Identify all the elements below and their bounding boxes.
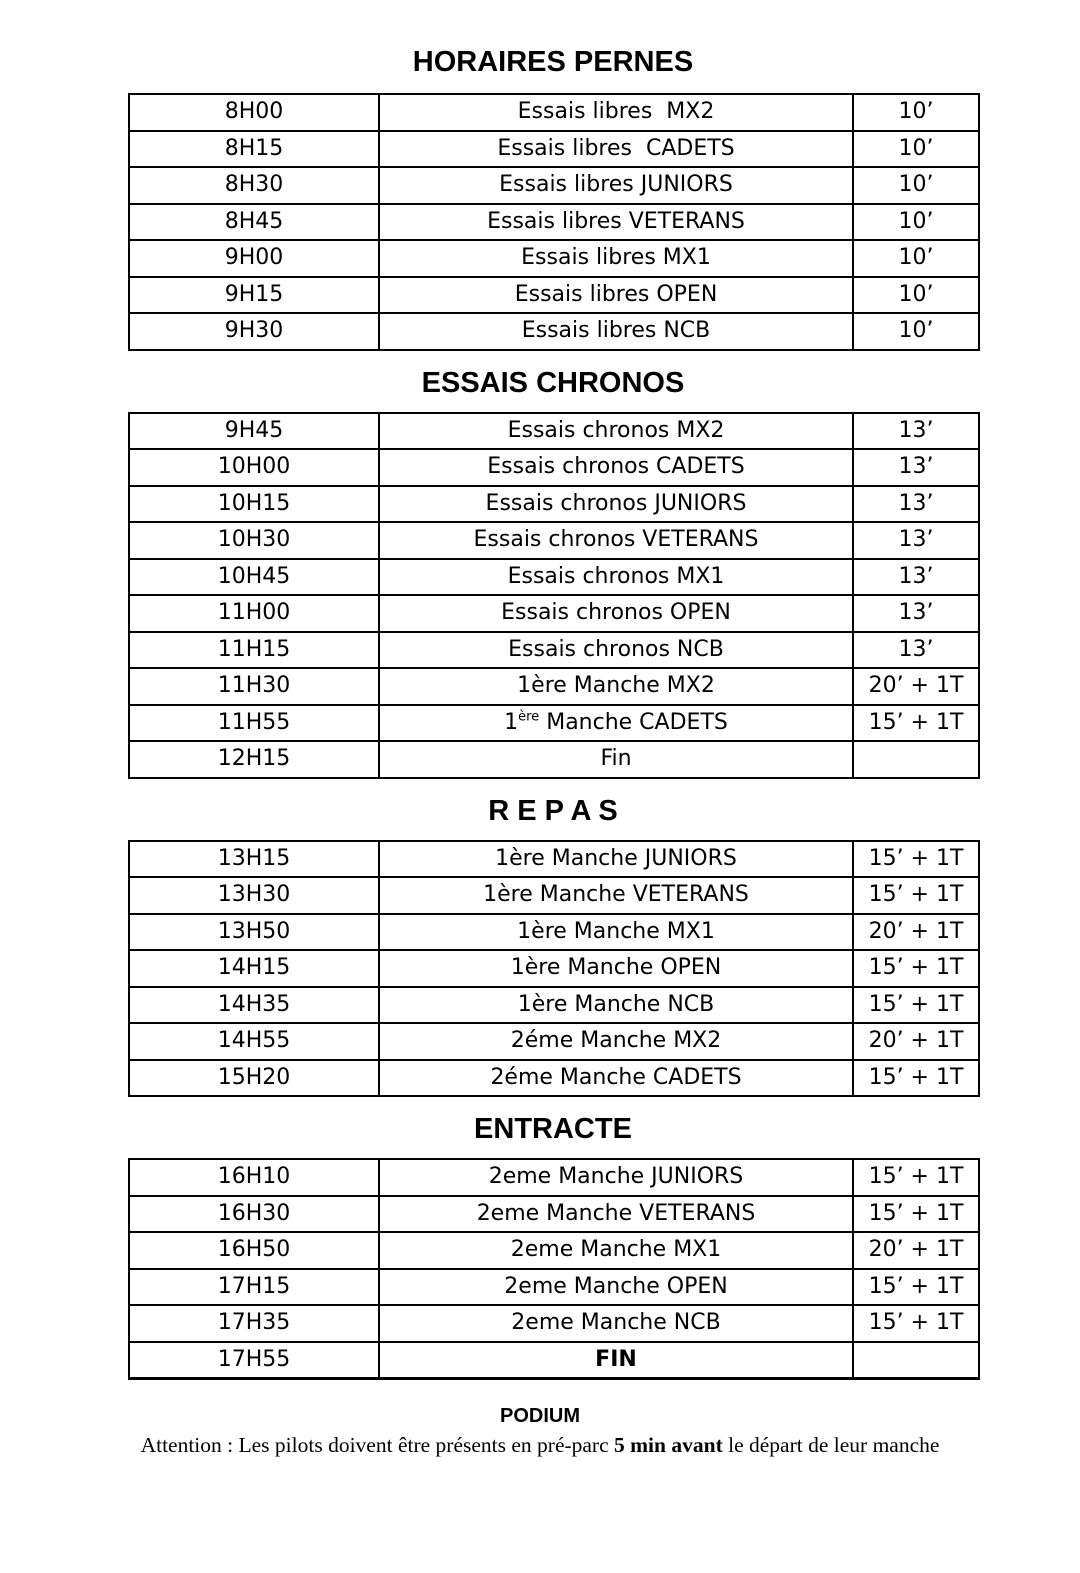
section-title-essais-chronos: ESSAIS CHRONOS bbox=[421, 366, 685, 399]
time-cell: 13H50 bbox=[129, 914, 379, 951]
event-cell bbox=[379, 632, 853, 669]
event-cell bbox=[379, 987, 853, 1024]
time-cell: 16H30 bbox=[129, 1196, 379, 1233]
event-cell bbox=[379, 413, 853, 450]
schedule-table-apres-repas bbox=[128, 840, 980, 1098]
time-cell: 12H15 bbox=[129, 741, 379, 778]
event-cell bbox=[379, 1023, 853, 1060]
event-cell bbox=[379, 449, 853, 486]
duration-cell: 10’ bbox=[853, 167, 979, 204]
event-cell bbox=[379, 1232, 853, 1269]
time-cell: 14H15 bbox=[129, 950, 379, 987]
duration-cell: 15’ + 1T bbox=[853, 987, 979, 1024]
table-row bbox=[129, 1023, 979, 1060]
event-text: Essais libres MX2 bbox=[517, 99, 715, 125]
duration-cell: 20’ + 1T bbox=[853, 1232, 979, 1269]
event-cell bbox=[379, 94, 853, 131]
event-text: Essais libres NCB bbox=[521, 318, 711, 344]
event-text: 1ère Manche NCB bbox=[517, 991, 715, 1017]
time-cell: 13H30 bbox=[129, 877, 379, 914]
time-cell: 16H10 bbox=[129, 1159, 379, 1196]
table-row bbox=[129, 1232, 979, 1269]
event-cell bbox=[379, 841, 853, 878]
time-cell: 8H45 bbox=[129, 204, 379, 241]
event-cell bbox=[379, 741, 853, 778]
event-text: 2eme Manche OPEN bbox=[504, 1273, 728, 1299]
time-cell: 17H35 bbox=[129, 1305, 379, 1342]
attention-text-prefix: Attention : Les pilots doivent être présents en pré-parc bbox=[140, 1433, 615, 1457]
duration-cell: 13’ bbox=[853, 559, 979, 596]
attention-note bbox=[0, 1431, 1080, 1459]
event-cell bbox=[379, 1196, 853, 1233]
table-row bbox=[129, 1342, 979, 1379]
event-text: 2éme Manche CADETS bbox=[490, 1064, 742, 1090]
time-cell: 17H15 bbox=[129, 1269, 379, 1306]
duration-cell: 13’ bbox=[853, 413, 979, 450]
event-text: Essais libres VETERANS bbox=[487, 208, 745, 234]
event-text: FIN bbox=[595, 1346, 637, 1372]
time-cell: 14H55 bbox=[129, 1023, 379, 1060]
event-cell bbox=[379, 914, 853, 951]
table-row bbox=[129, 595, 979, 632]
event-text: 2eme Manche NCB bbox=[511, 1310, 721, 1336]
event-text: Essais chronos NCB bbox=[508, 636, 724, 662]
table-row bbox=[129, 131, 979, 168]
table-row bbox=[129, 987, 979, 1024]
duration-cell: 15’ + 1T bbox=[853, 1159, 979, 1196]
event-cell bbox=[379, 950, 853, 987]
event-cell bbox=[379, 1305, 853, 1342]
event-cell bbox=[379, 1060, 853, 1097]
schedule-table-apres-entracte bbox=[128, 1158, 980, 1380]
duration-cell: 15’ + 1T bbox=[853, 1269, 979, 1306]
event-text: 1ère Manche JUNIORS bbox=[495, 845, 737, 871]
schedule-table-essais-libres bbox=[128, 93, 980, 351]
section-title-entracte: ENTRACTE bbox=[474, 1113, 632, 1145]
event-text: Essais chronos MX2 bbox=[507, 417, 725, 443]
duration-cell: 15’ + 1T bbox=[853, 1305, 979, 1342]
table-row bbox=[129, 1159, 979, 1196]
table-row bbox=[129, 486, 979, 523]
event-text: 1ère Manche MX1 bbox=[517, 918, 715, 944]
page-footer bbox=[0, 1404, 1080, 1459]
time-cell: 9H30 bbox=[129, 313, 379, 350]
duration-cell: 13’ bbox=[853, 522, 979, 559]
section-title-horaires: HORAIRES PERNES bbox=[412, 46, 694, 78]
table-row bbox=[129, 950, 979, 987]
table-row bbox=[129, 449, 979, 486]
event-text: Essais chronos JUNIORS bbox=[485, 490, 747, 516]
event-cell bbox=[379, 877, 853, 914]
podium-label: PODIUM bbox=[500, 1405, 580, 1427]
duration-cell: 10’ bbox=[853, 240, 979, 277]
table-row bbox=[129, 841, 979, 878]
time-cell: 10H00 bbox=[129, 449, 379, 486]
event-text: Essais libres JUNIORS bbox=[499, 172, 733, 198]
page bbox=[0, 45, 1080, 1573]
time-cell: 11H30 bbox=[129, 668, 379, 705]
event-text: 2eme Manche VETERANS bbox=[476, 1200, 756, 1226]
table-row bbox=[129, 1060, 979, 1097]
event-cell bbox=[379, 595, 853, 632]
table-row bbox=[129, 668, 979, 705]
attention-text-bold: 5 min avant bbox=[614, 1433, 723, 1457]
event-cell bbox=[379, 486, 853, 523]
time-cell: 9H15 bbox=[129, 277, 379, 314]
schedule-table-essais-chronos bbox=[128, 412, 980, 779]
duration-cell: 10’ bbox=[853, 204, 979, 241]
event-cell bbox=[379, 131, 853, 168]
table-row bbox=[129, 204, 979, 241]
duration-cell: 15’ + 1T bbox=[853, 1060, 979, 1097]
event-text: Fin bbox=[600, 746, 632, 772]
event-cell bbox=[379, 522, 853, 559]
duration-cell: 13’ bbox=[853, 595, 979, 632]
time-cell: 8H30 bbox=[129, 167, 379, 204]
duration-cell: 20’ + 1T bbox=[853, 668, 979, 705]
duration-cell: 10’ bbox=[853, 94, 979, 131]
time-cell: 9H00 bbox=[129, 240, 379, 277]
table-row bbox=[129, 277, 979, 314]
event-cell bbox=[379, 240, 853, 277]
duration-cell: 15’ + 1T bbox=[853, 1196, 979, 1233]
duration-cell: 20’ + 1T bbox=[853, 1023, 979, 1060]
time-cell: 17H55 bbox=[129, 1342, 379, 1379]
time-cell: 8H15 bbox=[129, 131, 379, 168]
table-row bbox=[129, 167, 979, 204]
event-cell bbox=[379, 204, 853, 241]
event-cell bbox=[379, 167, 853, 204]
table-row bbox=[129, 240, 979, 277]
time-cell: 14H35 bbox=[129, 987, 379, 1024]
duration-cell bbox=[853, 741, 979, 778]
event-text: Essais chronos VETERANS bbox=[473, 527, 759, 553]
event-cell bbox=[379, 705, 853, 742]
event-cell bbox=[379, 559, 853, 596]
event-text: Essais chronos MX1 bbox=[507, 563, 725, 589]
event-cell bbox=[379, 1342, 853, 1379]
table-row bbox=[129, 741, 979, 778]
time-cell: 10H30 bbox=[129, 522, 379, 559]
time-cell: 10H45 bbox=[129, 559, 379, 596]
event-text: 2éme Manche MX2 bbox=[510, 1028, 722, 1054]
event-text: Essais chronos CADETS bbox=[487, 454, 745, 480]
event-text: 2eme Manche MX1 bbox=[510, 1237, 722, 1263]
event-text: 1ère Manche CADETS bbox=[504, 709, 728, 735]
duration-cell: 10’ bbox=[853, 313, 979, 350]
event-text: 1ère Manche VETERANS bbox=[483, 882, 749, 908]
event-cell bbox=[379, 668, 853, 705]
event-text: Essais libres CADETS bbox=[497, 135, 735, 161]
event-text: Essais libres MX1 bbox=[521, 245, 711, 271]
time-cell: 11H00 bbox=[129, 595, 379, 632]
section-title-repas: R E P A S bbox=[488, 794, 618, 827]
duration-cell: 13’ bbox=[853, 449, 979, 486]
event-cell bbox=[379, 313, 853, 350]
attention-text-suffix: le départ de leur manche bbox=[722, 1433, 940, 1457]
time-cell: 11H55 bbox=[129, 705, 379, 742]
time-cell: 8H00 bbox=[129, 94, 379, 131]
event-cell bbox=[379, 277, 853, 314]
table-row bbox=[129, 632, 979, 669]
table-row bbox=[129, 1305, 979, 1342]
table-row bbox=[129, 313, 979, 350]
event-text: 1ère Manche OPEN bbox=[510, 955, 722, 981]
table-row bbox=[129, 522, 979, 559]
time-cell: 13H15 bbox=[129, 841, 379, 878]
table-row bbox=[129, 559, 979, 596]
table-row bbox=[129, 1269, 979, 1306]
duration-cell: 15’ + 1T bbox=[853, 841, 979, 878]
table-row bbox=[129, 914, 979, 951]
duration-cell: 15’ + 1T bbox=[853, 877, 979, 914]
table-row bbox=[129, 94, 979, 131]
duration-cell bbox=[853, 1342, 979, 1379]
duration-cell: 10’ bbox=[853, 277, 979, 314]
event-text: 2eme Manche JUNIORS bbox=[488, 1164, 744, 1190]
event-text: Essais libres OPEN bbox=[514, 281, 718, 307]
time-cell: 15H20 bbox=[129, 1060, 379, 1097]
event-cell bbox=[379, 1269, 853, 1306]
duration-cell: 15’ + 1T bbox=[853, 950, 979, 987]
duration-cell: 13’ bbox=[853, 632, 979, 669]
schedule-document bbox=[128, 45, 978, 1380]
event-text: Essais chronos OPEN bbox=[501, 600, 731, 626]
time-cell: 11H15 bbox=[129, 632, 379, 669]
table-row bbox=[129, 705, 979, 742]
time-cell: 9H45 bbox=[129, 413, 379, 450]
time-cell: 10H15 bbox=[129, 486, 379, 523]
duration-cell: 15’ + 1T bbox=[853, 705, 979, 742]
table-row bbox=[129, 413, 979, 450]
event-text: 1ère Manche MX2 bbox=[517, 673, 715, 699]
event-cell bbox=[379, 1159, 853, 1196]
duration-cell: 20’ + 1T bbox=[853, 914, 979, 951]
table-row bbox=[129, 877, 979, 914]
time-cell: 16H50 bbox=[129, 1232, 379, 1269]
table-row bbox=[129, 1196, 979, 1233]
duration-cell: 10’ bbox=[853, 131, 979, 168]
duration-cell: 13’ bbox=[853, 486, 979, 523]
